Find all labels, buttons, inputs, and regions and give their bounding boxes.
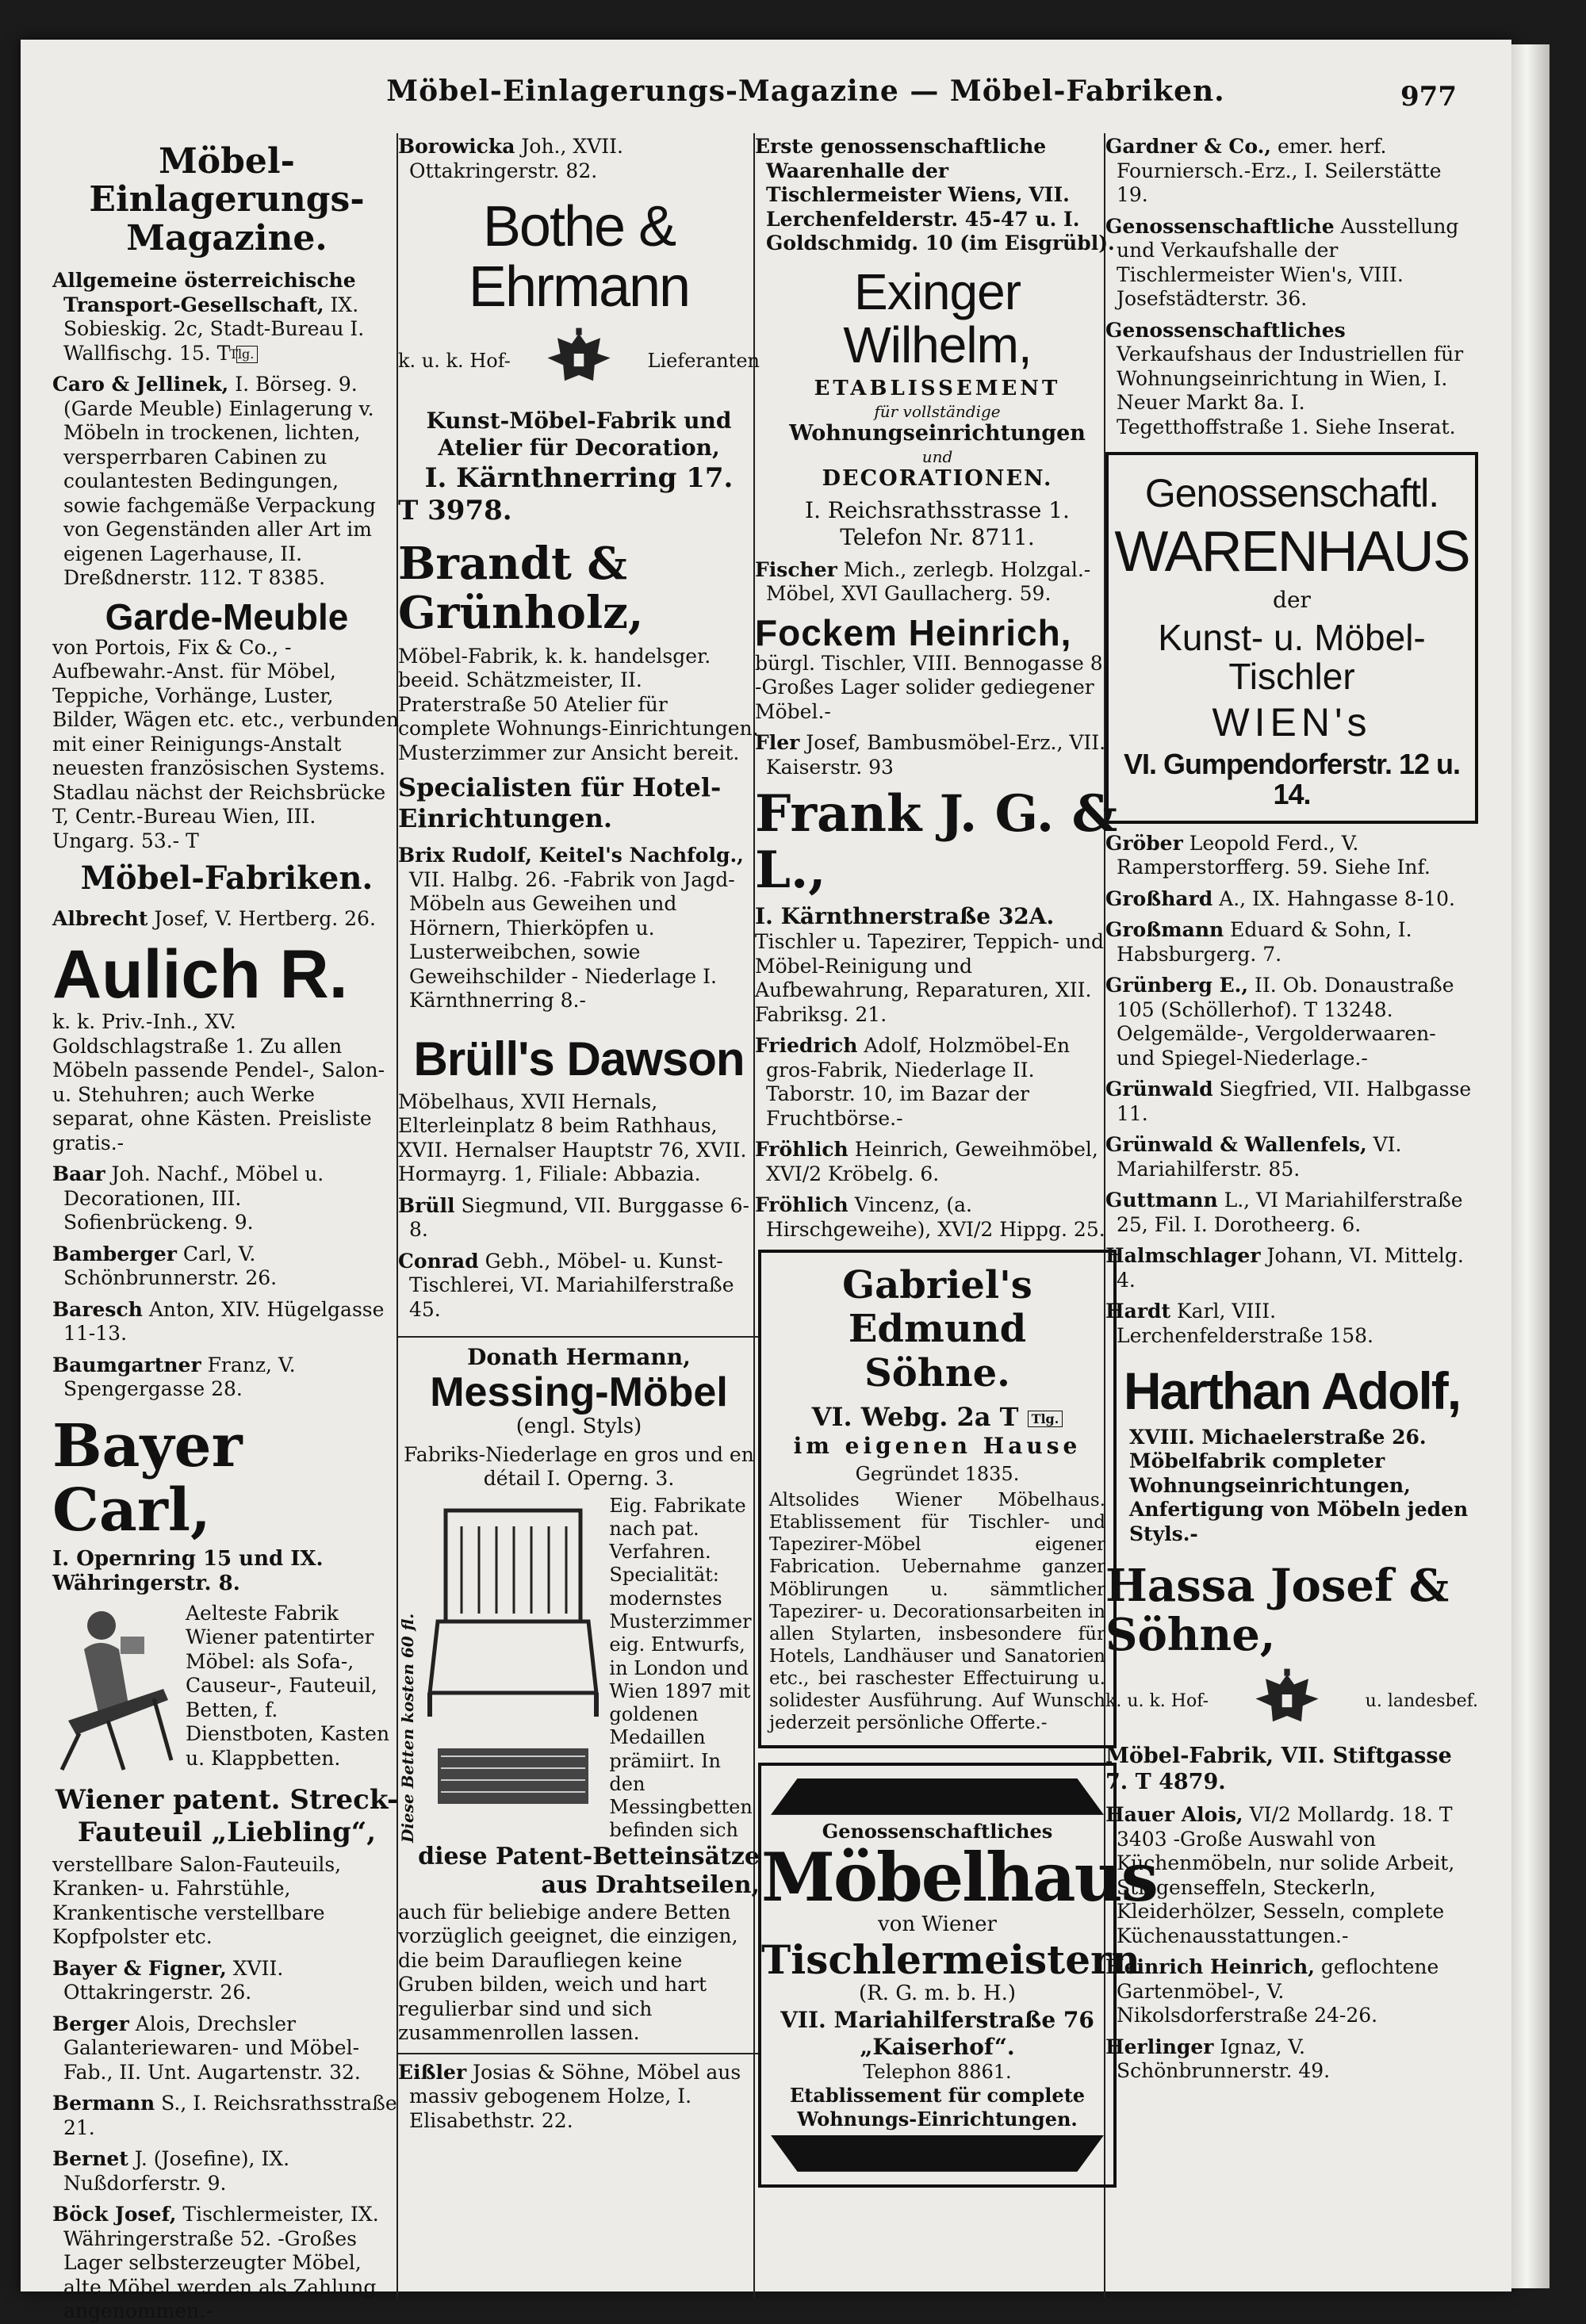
brass-bed-illustration-icon [422, 1495, 604, 1828]
listing-text: Josef, Bambusmöbel-Erz., VII. Kaiserstr. 93 [766, 731, 1106, 779]
listing-name: Eißler [398, 2060, 467, 2084]
double-eagle-crest-icon [1251, 1666, 1323, 1737]
listing-name: Brüll [398, 1193, 455, 1217]
listing-name: Grünberg E., [1105, 974, 1249, 997]
mobelhaus-telephone: Telephon 8861. [863, 2061, 1012, 2084]
donath-bottom: auch für beliebige andere Betten vorzüglich geeignet, die einzigen, die beim Daraufliegen keine Gruben bilden, weich und hart regulierbar sind und sich zusammenrollen lassen. [398, 1900, 738, 2045]
listing-name: Allgemeine österreichische Transport-Gesellschaft, [52, 269, 356, 316]
brandt-text: Möbel-Fabrik, k. k. handelsger. beeid. Schätzmeister, II. Praterstraße 50 Atelier für complete Wohnungs-Einrichtungen. Musterzimmer zur Ansicht bereit. [398, 644, 759, 764]
listing-text: emer. herf. Fourniersch.-Erz., I. Seilerstätte 19. [1117, 135, 1442, 206]
listing-entry [398, 844, 760, 1013]
running-header: Möbel-Einlagerungs-Magazine — Möbel-Fabriken. [386, 75, 1225, 108]
listing-entry [52, 373, 401, 591]
section-heading: Möbel-Einlagerungs-Magazine. [89, 141, 365, 258]
mobelhaus-address: VII. Mariahilferstraße 76 „Kaiserhof“. [780, 2006, 1094, 2060]
hassa-title: Hassa Josef & Söhne, [1105, 1560, 1450, 1661]
bayer-fauteuil-text: verstellbare Salon-Fauteuils, Kranken- u. Fahrstühle, Krankentische verstellbare Kopfpolster etc. [52, 1852, 342, 1949]
listing-entry [1105, 918, 1478, 967]
listing-text: Franz, V. Spengergasse 28. [63, 1353, 296, 1401]
listing-name: Fröhlich [755, 1138, 849, 1162]
listing-name: Halmschlager [1105, 1244, 1261, 1268]
listing-text: Siegmund, VII. Burggasse 6-8. [409, 1193, 749, 1242]
listing-name: Großmann [1105, 918, 1224, 942]
double-eagle-crest-icon [543, 325, 615, 396]
listing-text: Ausstellung und Verkaufshalle der Tischlermeister Wien's, VIII. Josefstädterstr. 36. [1117, 214, 1459, 310]
listing-name: Herlinger [1105, 2035, 1214, 2058]
listing-name: Conrad [398, 1249, 479, 1273]
hassa-text: Möbel-Fabrik, VII. Stiftgasse 7. T 4879. [1105, 1744, 1452, 1795]
listing-name: Bermann [52, 2092, 155, 2115]
directory-page [21, 40, 1511, 2323]
kuk-right: u. landesbef. [1365, 1691, 1478, 1711]
listing-text: Johann, VI. Mittelg. 4. [1117, 1244, 1464, 1292]
harthan-title: Harthan Adolf, [1123, 1361, 1461, 1421]
listing-entry [52, 1242, 401, 1291]
bothe-line2: I. Kärnthnerring 17. [424, 461, 734, 494]
listing-entry [755, 731, 1120, 779]
bayer-ad-body [52, 1602, 401, 1776]
listing-entry [1105, 1133, 1478, 1181]
listing-name: Fler [755, 731, 800, 755]
gabriel-title: Gabriel's Edmund Söhne. [842, 1263, 1032, 1396]
listing-text: Gebh., Möbel- u. Kunst-Tischlerei, VI. Mariahilferstraße 45. [409, 1249, 734, 1321]
listing-entry [1105, 1078, 1478, 1126]
telephone-symbol: Tlg. [1028, 1411, 1063, 1428]
kuk-left: k. u. k. Hof- [398, 349, 511, 372]
listing-entry [1105, 1244, 1478, 1292]
listing-text: Tischlermeister, IX. Währingerstraße 52. -Großes Lager selbsterzeugter Möbel, alte Möbel werden als Zahlung angenommen.- [63, 2203, 379, 2323]
listing-text: VI. Mariahilferstr. 85. [1117, 1133, 1402, 1181]
garde-meuble-text: von Portois, Fix & Co., -Aufbewahr.-Anst. für Möbel, Teppiche, Vorhänge, Luster, Bilder, Wägen etc. etc., verbunden mit einer Reinigungs-Anstalt neuesten französischen Systems. Stadlau nächst der Reichsbrücke T, Centr.-Bureau Wien, III. Ungarg. 53.- T [52, 635, 399, 852]
listing-name: Bernet [52, 2147, 128, 2171]
gabriel-address [769, 1402, 1105, 1433]
decorative-banner [771, 1778, 1104, 1815]
listing-text: Leopold Ferd., V. Ramperstorfferg. 59. Siehe Inf. [1117, 831, 1431, 879]
column-1 [52, 135, 401, 2323]
listing-entry [755, 1138, 1120, 1186]
listing-name: Grünwald & Wallenfels, [1105, 1133, 1367, 1157]
brull-title: Brüll's Dawson [413, 1032, 745, 1085]
frank-title: Frank J. G. & L., [755, 784, 1118, 900]
listing-text: Mich., zerlegb. Holzgal.-Möbel, XVI Gaullacherg. 59. [766, 557, 1091, 606]
bayer-address: I. Opernring 15 und IX. Währingerstr. 8. [52, 1546, 324, 1596]
column-2 [398, 135, 760, 2291]
listing-text: geflochtene Gartenmöbel-, V. Nikolsdorferstraße 24-26. [1117, 1955, 1439, 2027]
listing-name: Berger [52, 2012, 129, 2035]
listing-text: Alois, Drechsler Galanteriewaren- und Möbel-Fab., II. Unt. Augartenstr. 32. [63, 2012, 361, 2084]
listing-text: A., IX. Hahngasse 8-10. [1219, 886, 1455, 910]
listing-entry [52, 2147, 401, 2196]
listing-entry [1105, 135, 1478, 208]
listing-entry [398, 1194, 760, 1242]
warenhaus-l7: VI. Gumpendorferstr. 12 u. 14. [1123, 748, 1461, 811]
listing-name: Grünwald [1105, 1078, 1213, 1101]
warenhaus-l5: Tischler [1228, 655, 1355, 697]
listing-text: Siegfried, VII. Halbgasse 11. [1117, 1078, 1472, 1125]
brull-text: Möbelhaus, XVII Hernals, Elterleinplatz 8 beim Rathhaus, XVII. Hernalser Hauptstr 76, XVII. Hormayrg. 1, Filiale: Abbazia. [398, 1089, 747, 1186]
listing-name: Brix Rudolf, Keitel's Nachfolg., [398, 844, 744, 867]
listing-name: Bayer & Figner, [52, 1956, 227, 1980]
listing-entry [398, 1250, 760, 1323]
donath-intro: Fabriks-Niederlage en gros und en détail I. Operng. 3. [404, 1442, 754, 1491]
listing-text: VII. Halbg. 26. -Fabrik von Jagd-Möbeln aus Geweihen und Hörnern, Thierköpfen u. Lusterweibchen, sowie Geweihschilder - Niederlage I. Kärnthnerring 8.- [409, 867, 735, 1013]
aulich-text: k. k. Priv.-Inh., XV. Goldschlagstraße 1. Zu allen Möbeln passende Pendel-, Salon- u. Stehuhren; auch Werke separat, ohne Kästen. Preisliste gratis.- [52, 1010, 385, 1154]
bothe-line1: Kunst-Möbel-Fabrik und Atelier für Decoration, [426, 408, 732, 461]
exinger-tel: Telefon Nr. 8711. [840, 524, 1035, 551]
mobelhaus-etab: Etablissement für complete Wohnungs-Einrichtungen. [789, 2084, 1086, 2131]
listing-text: VI/2 Mollardg. 18. T 3403 -Große Auswahl von Küchenmöbeln, nur solide Arbeit, Stiegenseffeln, Steckerln, Kleiderhölzer, Sesseln, complete Küchenausstattungen.- [1117, 1803, 1455, 1947]
bayer-fauteuil-title: Wiener patent. Streck-Fauteuil „Liebling“, [55, 1783, 399, 1849]
reading-chair-illustration-icon [52, 1602, 179, 1776]
bothe-purveyor-line [398, 325, 760, 396]
listing-text: IX. Sobieskig. 2c, Stadt-Bureau I. Wallfischg. 15. T [63, 293, 365, 365]
listing-name: Großhard [1105, 886, 1213, 910]
warenhaus-advertisement-box [1105, 452, 1478, 824]
listing-entry [1105, 2035, 1478, 2084]
donath-ad-body [398, 1495, 760, 1843]
donath-title: Messing-Möbel [430, 1369, 728, 1416]
mobelhaus-rgmbh: (R. G. m. b. H.) [858, 1981, 1017, 2005]
listing-entry [1105, 1300, 1478, 1348]
listing-text: Eduard & Sohn, I. Habsburgerg. 7. [1117, 918, 1412, 966]
garde-meuble-title: Garde-Meuble [105, 595, 349, 637]
listing-text: Anton, XIV. Hügelgasse 11-13. [63, 1297, 385, 1346]
column-4 [1105, 135, 1478, 2291]
gabriel-founded: Gegründet 1835. [855, 1463, 1020, 1486]
page-number: 977 [1400, 81, 1457, 113]
harthan-text: XVIII. Michaelerstraße 26. Möbelfabrik completer Wohnungseinrichtungen, Anfertigung von Möbeln jeden Styls.- [1129, 1425, 1469, 1545]
warenhaus-l4: Kunst- u. Möbel- [1158, 617, 1426, 659]
listing-text: J. (Josefine), IX. Nußdorferstr. 9. [63, 2147, 290, 2195]
listing-text: Adolf, Holzmöbel-En gros-Fabrik, Niederlage II. Taborstr. 10, im Bazar der Fruchtbörse.- [766, 1034, 1071, 1130]
listing-entry [755, 1034, 1120, 1131]
exinger-deco: DECORATIONEN. [822, 466, 1053, 492]
page-edge [1511, 44, 1550, 2288]
hassa-purveyor-line [1105, 1666, 1478, 1737]
donath-styl: (engl. Styls) [515, 1414, 642, 1438]
listing-text: Heinrich, Geweihmöbel, XVI/2 Kröbelg. 6. [766, 1138, 1098, 1185]
mobelhaus-tischler: Tischlermeistern [761, 1936, 1140, 1983]
telephone-symbol: Tlg. [236, 346, 258, 363]
exinger-fuer: für vollständige [874, 401, 1001, 421]
listing-name: Böck Josef, [52, 2203, 177, 2226]
warenhaus-l1: Genossenschaftl. [1144, 471, 1439, 515]
warenhaus-l2: WARENHAUS [1114, 519, 1469, 584]
listing-entry [1105, 215, 1478, 312]
listing-name: Borowicka [398, 135, 515, 158]
listing-name: Genossenschaftliche [1105, 214, 1335, 238]
exinger-und: und [921, 446, 953, 466]
listing-text: Verkaufshaus der Industriellen für Wohnungseinrichtung in Wien, I. Neuer Markt 8a. I. Tegetthoffstraße 1. Siehe Inserat. [1117, 343, 1464, 438]
listing-entry [52, 2012, 401, 2085]
listing-entry [398, 135, 760, 183]
listing-text: Joh., XVII. Ottakringerstr. 82. [409, 135, 623, 182]
listing-entry [1105, 319, 1478, 440]
listing-text: VII. Lerchenfelderstr. 45-47 u. I. Goldschmidg. 10 (im Eisgrübl). [766, 183, 1115, 255]
brandt-special: Specialisten für Hotel-Einrichtungen. [398, 772, 722, 834]
listing-entry [1105, 1803, 1478, 1948]
listing-name: Bamberger [52, 1242, 177, 1265]
listing-name: Friedrich [755, 1034, 858, 1058]
gabriel-haus: im eigenen Hause [793, 1432, 1082, 1459]
listing-name: Heinrich Heinrich, [1105, 1955, 1315, 1979]
listing-text: I. Börseg. 9. (Garde Meuble) Einlagerung v. Möbeln in trockenen, lichten, versperrbaren Cabinen zu coulantesten Bedingungen, sowie fachgemäße Verpackung von Gegenständen aller Art im eigenen Lagerhause, II. Dreßdnerstr. 112. T 8385. [63, 373, 376, 590]
decorative-banner [771, 2135, 1104, 2172]
listing-entry [1105, 1955, 1478, 2028]
listing-name: Guttmann [1105, 1189, 1218, 1212]
donath-name: Donath Hermann, [467, 1344, 691, 1371]
listing-name: Fröhlich [755, 1193, 849, 1217]
listing-name: Gröber [1105, 831, 1183, 855]
listing-entry [52, 907, 401, 932]
listing-name: Baar [52, 1162, 105, 1186]
listing-entry [52, 1298, 401, 1346]
listing-entry [52, 2203, 401, 2324]
gabriel-address-text: VI. Webg. 2a T [811, 1401, 1019, 1432]
listing-text: XVII. Ottakringerstr. 26. [63, 1956, 284, 2004]
section-heading: Möbel-Fabriken. [80, 860, 374, 898]
gabriel-text: Altsolides Wiener Möbelhaus. Etablissement für Tischler- und Tapezirer-Möbel eigener Fabrication. Uebernahme ganzer Möblirungen u. sämmtlicher Tapezirer- u. Decorationsarbeiten in allen Stylarten, insbesondere für Hotels, Landhäuser und Sanatorien etc., bei raschester Effectuirung u. solidester Ausführung. Auf Wunsch jederzeit persönliche Offerte.- [769, 1490, 1105, 1733]
exinger-wohn: Wohnungseinrichtungen [789, 420, 1086, 446]
listing-text: L., VI Mariahilferstraße 25, Fil. I. Dorotheerg. 6. [1117, 1189, 1463, 1236]
bayer-title: Bayer Carl, [52, 1411, 243, 1545]
listing-name: Albrecht [52, 907, 148, 931]
kuk-left: k. u. k. Hof- [1105, 1691, 1209, 1711]
listing-name: Baumgartner [52, 1353, 201, 1376]
frank-text: Tischler u. Tapezirer, Teppich- und Möbel-Reinigung und Aufbewahrung, Reparaturen, XII. Fabriksg. 21. [755, 930, 1104, 1026]
donath-side-caption: Diese Betten kosten 60 fl. [398, 1613, 417, 1843]
listing-text: Karl, VIII. Lerchenfelderstraße 158. [1117, 1300, 1373, 1347]
listing-name: Hauer Alois, [1105, 1803, 1243, 1827]
listing-entry [52, 269, 401, 366]
listing-name: Baresch [52, 1297, 143, 1321]
listing-entry [755, 558, 1120, 607]
kuk-right: Lieferanten [647, 349, 760, 372]
listing-entry [1105, 974, 1478, 1070]
listing-name: Hardt [1105, 1300, 1171, 1323]
mobelhaus-advertisement-box [758, 1763, 1157, 2188]
listing-text: S., I. Reichsrathsstraße 21. [63, 2092, 397, 2139]
listing-entry [52, 1957, 401, 2005]
aulich-title: Aulich R. [52, 936, 348, 1013]
listing-text: Carl, V. Schönbrunnerstr. 26. [63, 1242, 278, 1290]
listing-name: Fischer [755, 557, 837, 581]
listing-entry [1105, 1189, 1478, 1237]
bothe-title: Bothe & Ehrmann [468, 195, 690, 319]
donath-right-text: Eig. Fabrikate nach pat. Verfahren. Specialität: modernstes Musterzimmer eig. Entwurfs, in London und Wien 1897 mit goldenen Medaillen prämiirt. In den Messingbetten befinden sich [609, 1494, 753, 1842]
bayer-description: Aelteste Fabrik Wiener patentirter Möbel: als Sofa-, Causeur-, Fauteuil, Betten, f. Dienstboten, Kasten u. Klappbetten. [186, 1601, 390, 1770]
listing-entry [755, 135, 1120, 256]
bothe-line3: T 3978. [398, 494, 512, 526]
listing-text: Josef, V. Hertberg. 26. [154, 907, 376, 931]
mobelhaus-title: Möbelhaus [761, 1838, 1157, 1917]
exinger-addr: I. Reichsrathsstrasse 1. [805, 497, 1070, 524]
listing-name: Gardner & Co., [1105, 135, 1271, 158]
listing-name: Caro & Jellinek, [52, 373, 229, 396]
exinger-etab: ETABLISSEMENT [814, 376, 1061, 400]
listing-entry [52, 1353, 401, 1402]
listing-entry [398, 2061, 760, 2134]
listing-text: Ignaz, V. Schönbrunnerstr. 49. [1117, 2035, 1331, 2083]
listing-name: Genossenschaftliches [1105, 318, 1346, 342]
listing-text: Joh. Nachf., Möbel u. Decorationen, III. Sofienbrückeng. 9. [63, 1162, 324, 1235]
mobelhaus-top: Genossenschaftliches [822, 1819, 1053, 1843]
listing-text: Vincenz, (a. Hirschgeweihe), XVI/2 Hippg. 25. [766, 1193, 1105, 1241]
frank-address: I. Kärnthnerstraße 32A. [755, 903, 1055, 930]
exinger-title: Exinger Wilhelm, [843, 262, 1032, 373]
listing-entry [52, 1162, 401, 1235]
mobelhaus-von: von Wiener [878, 1912, 997, 1937]
warenhaus-l6: WIEN's [1212, 699, 1372, 745]
gabriel-advertisement-box [758, 1250, 1117, 1748]
listing-entry [1105, 832, 1478, 880]
warenhaus-l3: der [1273, 587, 1311, 614]
listing-text: Josias & Söhne, Möbel aus massiv gebogenem Holze, I. Elisabethstr. 22. [409, 2060, 741, 2132]
listing-text: II. Ob. Donaustraße 105 (Schöllerhof). T 13248. Oelgemälde-, Vergolderwaaren- und Spiegel-Niederlage.- [1117, 974, 1454, 1070]
brandt-title: Brandt & Grünholz, [398, 538, 644, 640]
listing-entry [52, 2092, 401, 2140]
listing-name: Erste genossenschaftliche Waarenhalle der Tischlermeister Wiens, [755, 135, 1047, 206]
fockem-title: Fockem Heinrich, [755, 611, 1072, 653]
donath-patent: diese Patent-Betteinsätze aus Drahtseilen, [418, 1842, 760, 1900]
fockem-text: bürgl. Tischler, VIII. Bennogasse 8. -Großes Lager solider gediegener Möbel.- [755, 651, 1109, 723]
listing-entry [755, 1193, 1120, 1242]
listing-entry [1105, 887, 1478, 912]
